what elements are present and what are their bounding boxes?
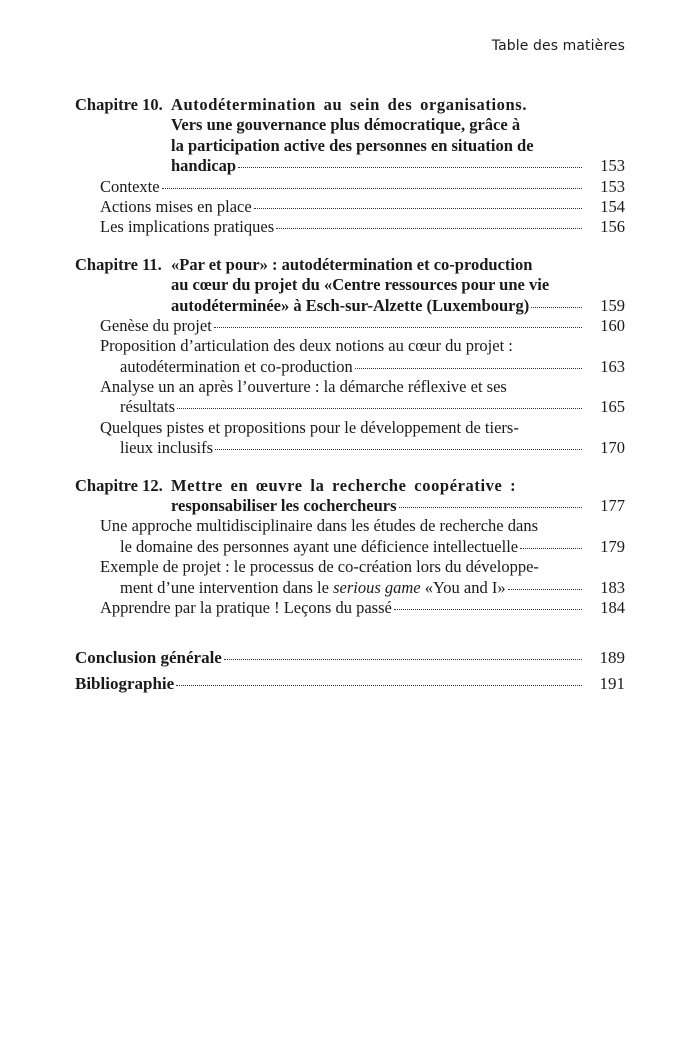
section-title: autodétermination et co-production [120,356,353,376]
section-entry-continued [75,397,625,417]
section-entry [75,336,625,356]
dot-leader [238,167,582,168]
chapter-title-line [75,115,625,135]
chapter-11 [75,255,625,459]
section-title: Contexte [100,176,160,196]
dot-leader [399,507,583,508]
section-title-rich [120,578,506,598]
section-entry [75,557,625,577]
section-title: Analyse un an après l’ouverture : la démarche réflexive et ses [100,377,507,397]
table-of-contents [75,95,625,699]
page-number: 189 [599,648,625,668]
section-title: le domaine des personnes ayant une déficience intellectuelle [120,536,519,556]
dot-leader [520,548,582,549]
section-title: Proposition d’articulation des deux notions au cœur du projet : [100,336,513,356]
back-matter [75,648,625,694]
dot-leader [276,228,582,229]
section-title: Quelques pistes et propositions pour le développement de tiers- [100,417,519,437]
section-entry-continued [75,537,625,557]
section-entry-continued [75,357,625,377]
chapter-title-line [75,496,625,516]
page-number: 153 [600,156,625,176]
chapter-title: la participation active des personnes en situation de [171,135,534,155]
chapter-title-line [75,136,625,156]
section-entry [75,177,625,197]
chapter-title: handicap [171,156,237,176]
section-entry [75,418,625,438]
chapter-title-line [75,296,625,316]
chapter-12 [75,476,625,619]
section-title: résultats [120,397,175,417]
chapter-title-line [75,156,625,176]
section-title-italic: serious game [333,577,421,597]
section-entry [75,316,625,336]
chapter-title: au cœur du projet du «Centre ressources pour une vie [171,275,550,295]
page-number: 177 [600,496,625,516]
chapter-title: Autodétermination au sein des organisations. [171,95,528,114]
dot-leader [254,208,582,209]
page-number: 159 [600,295,625,315]
section-title: lieux inclusifs [120,438,214,458]
page-number: 160 [600,315,625,335]
dot-leader [508,589,582,590]
dot-leader [162,188,582,189]
section-entry [75,516,625,536]
chapter-label: Chapitre 12. [75,475,163,495]
dot-leader [394,609,582,610]
chapter-title: autodéterminée» à Esch-sur-Alzette (Luxembourg) [171,295,530,315]
section-entry-continued [75,578,625,598]
section-title-part: ment d’une intervention dans le [120,577,334,597]
section-title: Apprendre par la pratique ! Leçons du passé [100,597,392,617]
chapter-title: «Par et pour» : autodétermination et co-production [171,254,533,274]
section-title: Actions mises en place [100,196,252,216]
section-entry [75,377,625,397]
page-number: 191 [599,673,625,693]
bibliography-entry [75,674,625,694]
section-title: Une approche multidisciplinaire dans les études de recherche dans [100,516,538,536]
chapter-label: Chapitre 10. [75,95,163,114]
section-title: Exemple de projet : le processus de co-création lors du développe- [100,557,539,577]
page-number: 156 [600,217,625,237]
chapter-title-line [75,95,625,115]
section-title-part: «You and I» [420,577,506,597]
page-number: 153 [600,176,625,196]
chapter-title: responsabiliser les cochercheurs [171,496,397,516]
chapter-title-line [75,275,625,295]
section-title: Les implications pratiques [100,217,275,237]
section-entry [75,217,625,237]
conclusion-entry [75,648,625,668]
chapter-title: Mettre en œuvre la recherche coopérative : [171,475,517,495]
dot-leader [531,307,582,308]
page-number: 154 [600,196,625,216]
entry-title: Bibliographie [75,673,175,693]
chapter-10 [75,95,625,238]
chapter-title-line [75,255,625,275]
chapter-title: Vers une gouvernance plus démocratique, grâce à [171,115,521,135]
page-number: 170 [600,438,625,458]
dot-leader [224,659,582,660]
dot-leader [215,449,582,450]
section-entry-continued [75,438,625,458]
chapter-label: Chapitre 11. [75,254,162,274]
dot-leader [176,685,582,686]
page-number: 163 [600,356,625,376]
dot-leader [177,408,582,409]
running-head: Table des matières [491,38,625,54]
dot-leader [214,327,582,328]
page-number: 165 [600,397,625,417]
section-entry [75,598,625,618]
chapter-title-line [75,476,625,496]
dot-leader [355,368,582,369]
page-number: 183 [600,577,625,597]
page-number: 184 [600,597,625,617]
entry-title: Conclusion générale [75,648,222,668]
section-title: Genèse du projet [100,315,212,335]
section-entry [75,197,625,217]
page-number: 179 [600,536,625,556]
